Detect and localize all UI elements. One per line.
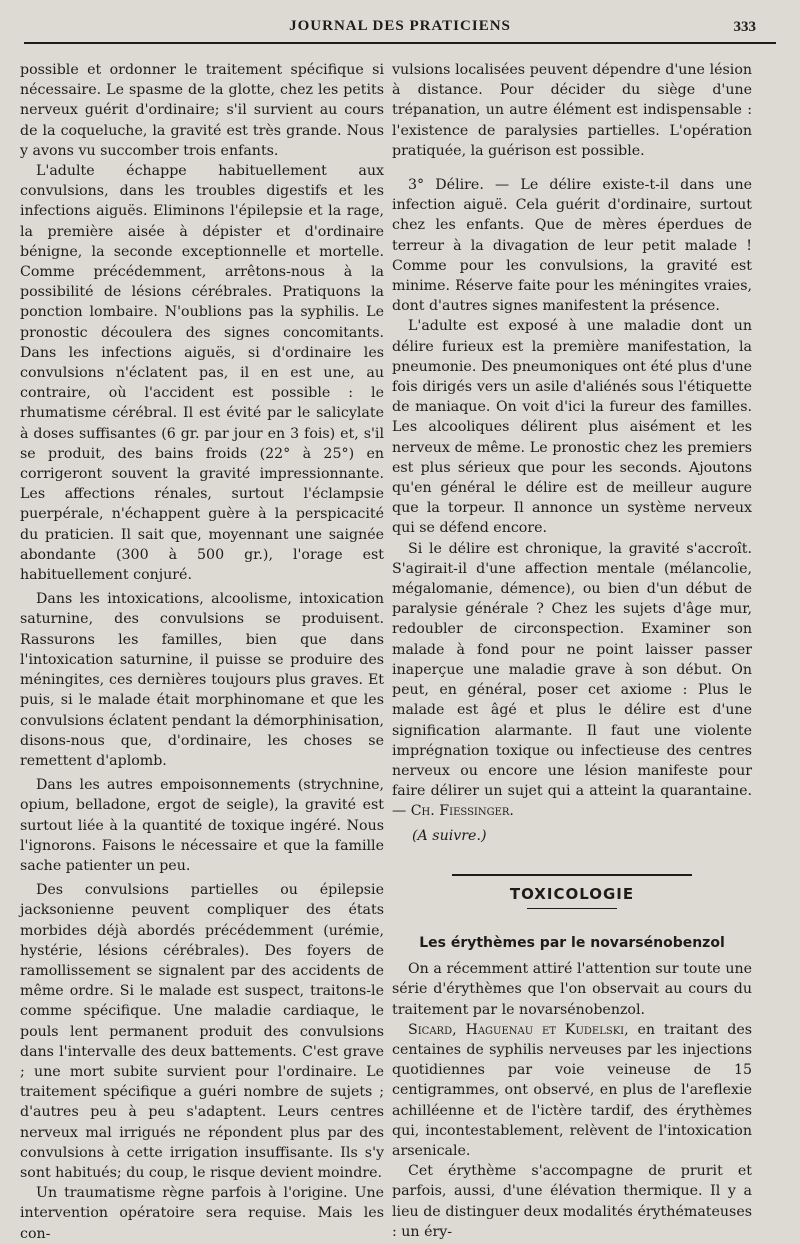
left-paragraph-1: possible et ordonner le traitement spécifique si nécessaire. Le spasme de la glotte, chez les petits nerveux guérit d'ordinaire; s'il survient au cours de la coqueluche, la gravité est très grande. Nous y avons vu succomber trois enfants. <box>20 62 384 159</box>
right-paragraph-7: Cet érythème s'accompagne de prurit et parfois, aussi, d'une élévation thermique. Il y a lieu de distinguer deux modalités érythémateuses : un éry- <box>392 1163 752 1240</box>
right-paragraph-5: On a récemment attiré l'attention sur toute une série d'érythèmes que l'on observait au cours du traitement par le novarsénobenzol. <box>392 961 752 1018</box>
left-paragraph-5: Des convulsions partielles ou épilepsie jacksonienne peuvent compliquer des états morbides déjà abordés précédemment (urémie, hystérie, lésions cérébrales). Des foyers de ramollissement se signalent par des accidents de même ordre. Si le malade est suspect, traitons-le comme spécifique. Une maladie cardiaque, le pouls lent permanent produit des convulsions dans l'intervalle des deux battements. C'est grave ; une mort subite survient pour l'ordinaire. Le traitement spécifique a guéri nombre de sujets ; d'autres peu à peu s'adaptent. Leurs centres nerveux mal irrigués ne répondent plus par des convulsions à cette irrigation insuffisante. Ils s'y sont habitués; du coup, le risque devient moindre. <box>20 882 384 1181</box>
right-paragraph-2: 3° Délire. — Le délire existe-t-il dans une infection aiguë. Cela guérit d'ordinaire, surtout chez les enfants. Que de mères éperdues de terreur à la divagation de leur petit malade ! Comme pour les convulsions, la gravité est minime. Réserve faite pour les méningites vraies, dont d'autres signes manifestent la présence. <box>392 177 752 315</box>
left-paragraph-4: Dans les autres empoisonnements (strychnine, opium, belladone, ergot de seigle), la gravité est surtout liée à la quantité de toxique ingéré. Nous l'ignorons. Faisons le nécessaire et que la famille sache patienter un peu. <box>20 777 384 874</box>
journal-title: JOURNAL DES PRATICIENS <box>289 18 511 34</box>
left-paragraph-6: Un traumatisme règne parfois à l'origine. Une intervention opératoire sera requise. Mais les con- <box>20 1185 384 1242</box>
right-paragraph-3: L'adulte est exposé à une maladie dont un délire furieux est la première manifestation, la pneumonie. Des pneumoniques ont été plus d'une fois dirigés vers un asile d'aliénés sous l'étiquette de maniaque. On voit d'ici la fureur des familles. Les alcooliques délirent plus aisément et les nerveux de même. Le pronostic chez les premiers est plus sérieux que pour les seconds. Ajoutons qu'en général le délire est de meilleur augure que la torpeur. Il annonce un système nerveux qui se défend encore. <box>392 318 752 537</box>
section-rule-bottom <box>527 908 617 909</box>
right-paragraph-1: vulsions localisées peuvent dépendre d'une lésion à distance. Pour décider du siège d'une trépanation, un autre élément est indispensable : l'existence de paralysies partielles. L'opération pratiquée, la guérison est possible. <box>392 62 752 159</box>
header-rule <box>24 42 776 44</box>
author-signature: Ch. Fiessinger. <box>410 803 514 820</box>
right-paragraph-4 <box>392 539 752 822</box>
article-title: Les érythèmes par le novarsénobenzol <box>419 934 725 951</box>
page-header <box>14 14 786 44</box>
section-heading <box>392 874 752 909</box>
section-rule-top <box>452 874 692 876</box>
right-paragraph-4-text: Si le délire est chronique, la gravité s'accroît. S'agirait-il d'une affection mentale (mélancolie, mégalomanie, démence), ou bien d'un début de paralysie générale ? Chez les sujets d'âge mur, redoubler de circonspection. Examiner son malade à fond pour ne point laisser passer inaperçue une maladie grave à son début. On peut, en général, poser cet axiome : Plus le malade est âgé et plus le délire est d'une signification alarmante. Il faut une violente imprégnation toxique ou infectieuse des centres nerveux ou encore une lésion manifeste pour faire délirer un sujet qui a atteint la quarantaine. — <box>392 540 752 820</box>
to-follow-note: (A suivre.) <box>412 827 487 844</box>
left-paragraph-3: Dans les intoxications, alcoolisme, intoxication saturnine, des convulsions se produisent. Rassurons les familles, bien que dans l'intoxication saturnine, il puisse se produire des méningites, ces dernières toujours plus graves. Et puis, si le malade était morphinomane et que les convulsions éclatent pendant la démorphinisation, disons-nous que, d'ordinaire, les choses se remettent d'aplomb. <box>20 591 384 769</box>
section-title: TOXICOLOGIE <box>509 884 635 903</box>
left-paragraph-2: L'adulte échappe habituellement aux convulsions, dans les troubles digestifs et les infections aiguës. Eliminons l'épilepsie et la rage, la première aisée à dépister et d'ordinaire bénigne, la seconde exceptionnelle et mortelle. Comme précédemment, arrêtons-nous à la possibilité de lésions cérébrales. Pratiquons la ponction lombaire. N'oublions pas la syphilis. Le pronostic découlera des signes concomitants. Dans les infections aiguës, si d'ordinaire les convulsions n'éclatent pas, il en est une, au contraire, où l'accident est possible : le rhumatisme cérébral. Il est évité par le salicylate à doses suffisantes (6 gr. par jour en 3 fois) et, s'il se produit, des bains froids (22° à 25°) en corrigeront souvent la gravité impressionnante. Les affections rénales, surtout l'éclampsie puerpérale, n'échappent guère à la perspicacité du praticien. Il sait que, moyennant une saignée abondante (300 à 500 gr.), l'orage est habituellement conjuré. <box>20 163 384 584</box>
right-paragraph-6 <box>392 1020 752 1161</box>
left-column <box>20 60 384 1244</box>
study-authors: Sicard, Haguenau et Kudelski, <box>408 1021 629 1038</box>
page-number: 333 <box>733 19 756 35</box>
right-paragraph-6-text: en traitant des centaines de syphilis nerveuses par les injections quotidiennes par voie veineuse de 15 centigrammes, ont observé, en plus de l'areflexie achilléenne et de l'ictère tardif, des érythèmes qui, incontestablement, relèvent de l'intoxication arsenicale. <box>392 1021 753 1159</box>
right-column <box>392 60 752 1242</box>
